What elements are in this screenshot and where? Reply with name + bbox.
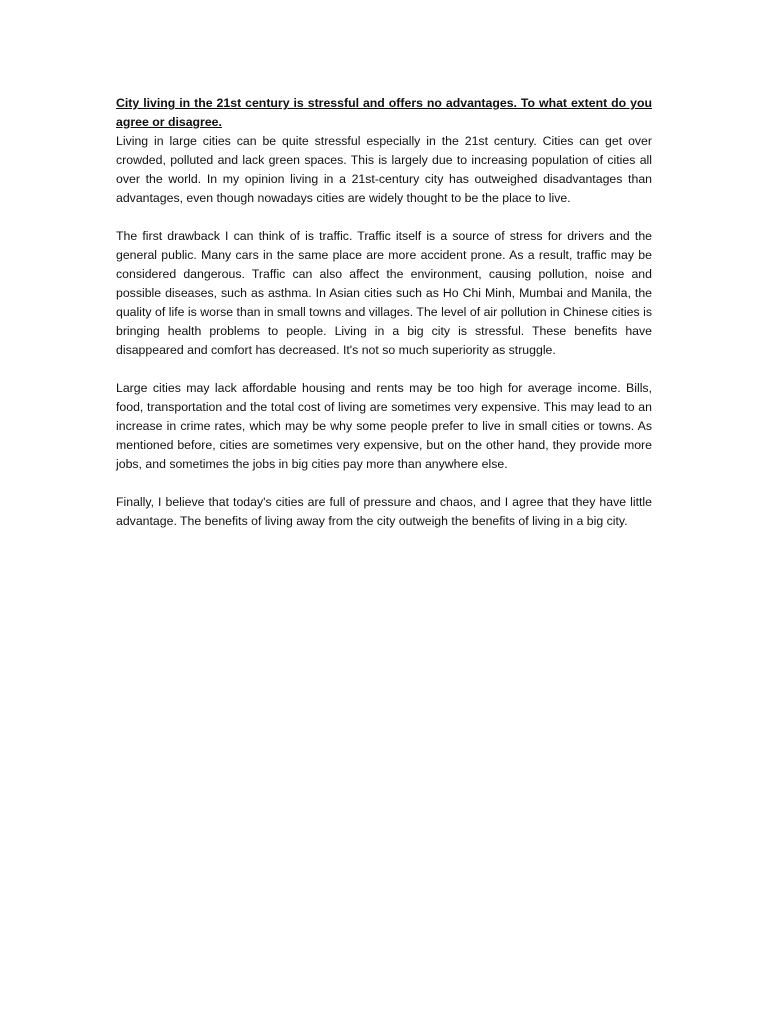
paragraph-traffic: The first drawback I can think of is traffic. Traffic itself is a source of stress for drivers and the general public. Many cars in the same place are more accident prone. As a result, traffic may be considered dangerous. Traffic can also affect the environment, causing pollution, noise and possible diseases, such as asthma. In Asian cities such as Ho Chi Minh, Mumbai and Manila, the quality of life is worse than in small towns and villages. The level of air pollution in Chinese cities is bringing health problems to people. Living in a big city is stressful. These benefits have disappeared and comfort has decreased. It's not so much superiority as struggle. <box>116 229 652 357</box>
essay-title: City living in the 21st century is stressful and offers no advantages. To what extent do you agree or disagree. <box>116 96 652 129</box>
essay-body <box>116 94 652 531</box>
paragraph-introduction: Living in large cities can be quite stressful especially in the 21st century. Cities can get over crowded, polluted and lack green spaces. This is largely due to increasing population of cities all over the world. In my opinion living in a 21st-century city has outweighed disadvantages than advantages, even though nowadays cities are widely thought to be the place to live. <box>116 134 652 205</box>
paragraph-conclusion: Finally, I believe that today's cities are full of pressure and chaos, and I agree that they have little advantage. The benefits of living away from the city outweigh the benefits of living in a big city. <box>116 495 652 528</box>
paragraph-cost-of-living: Large cities may lack affordable housing and rents may be too high for average income. Bills, food, transportation and the total cost of living are sometimes very expensive. This may lead to an increase in crime rates, which may be why some people prefer to live in small cities or towns. As mentioned before, cities are sometimes very expensive, but on the other hand, they provide more jobs, and sometimes the jobs in big cities pay more than anywhere else. <box>116 381 652 471</box>
